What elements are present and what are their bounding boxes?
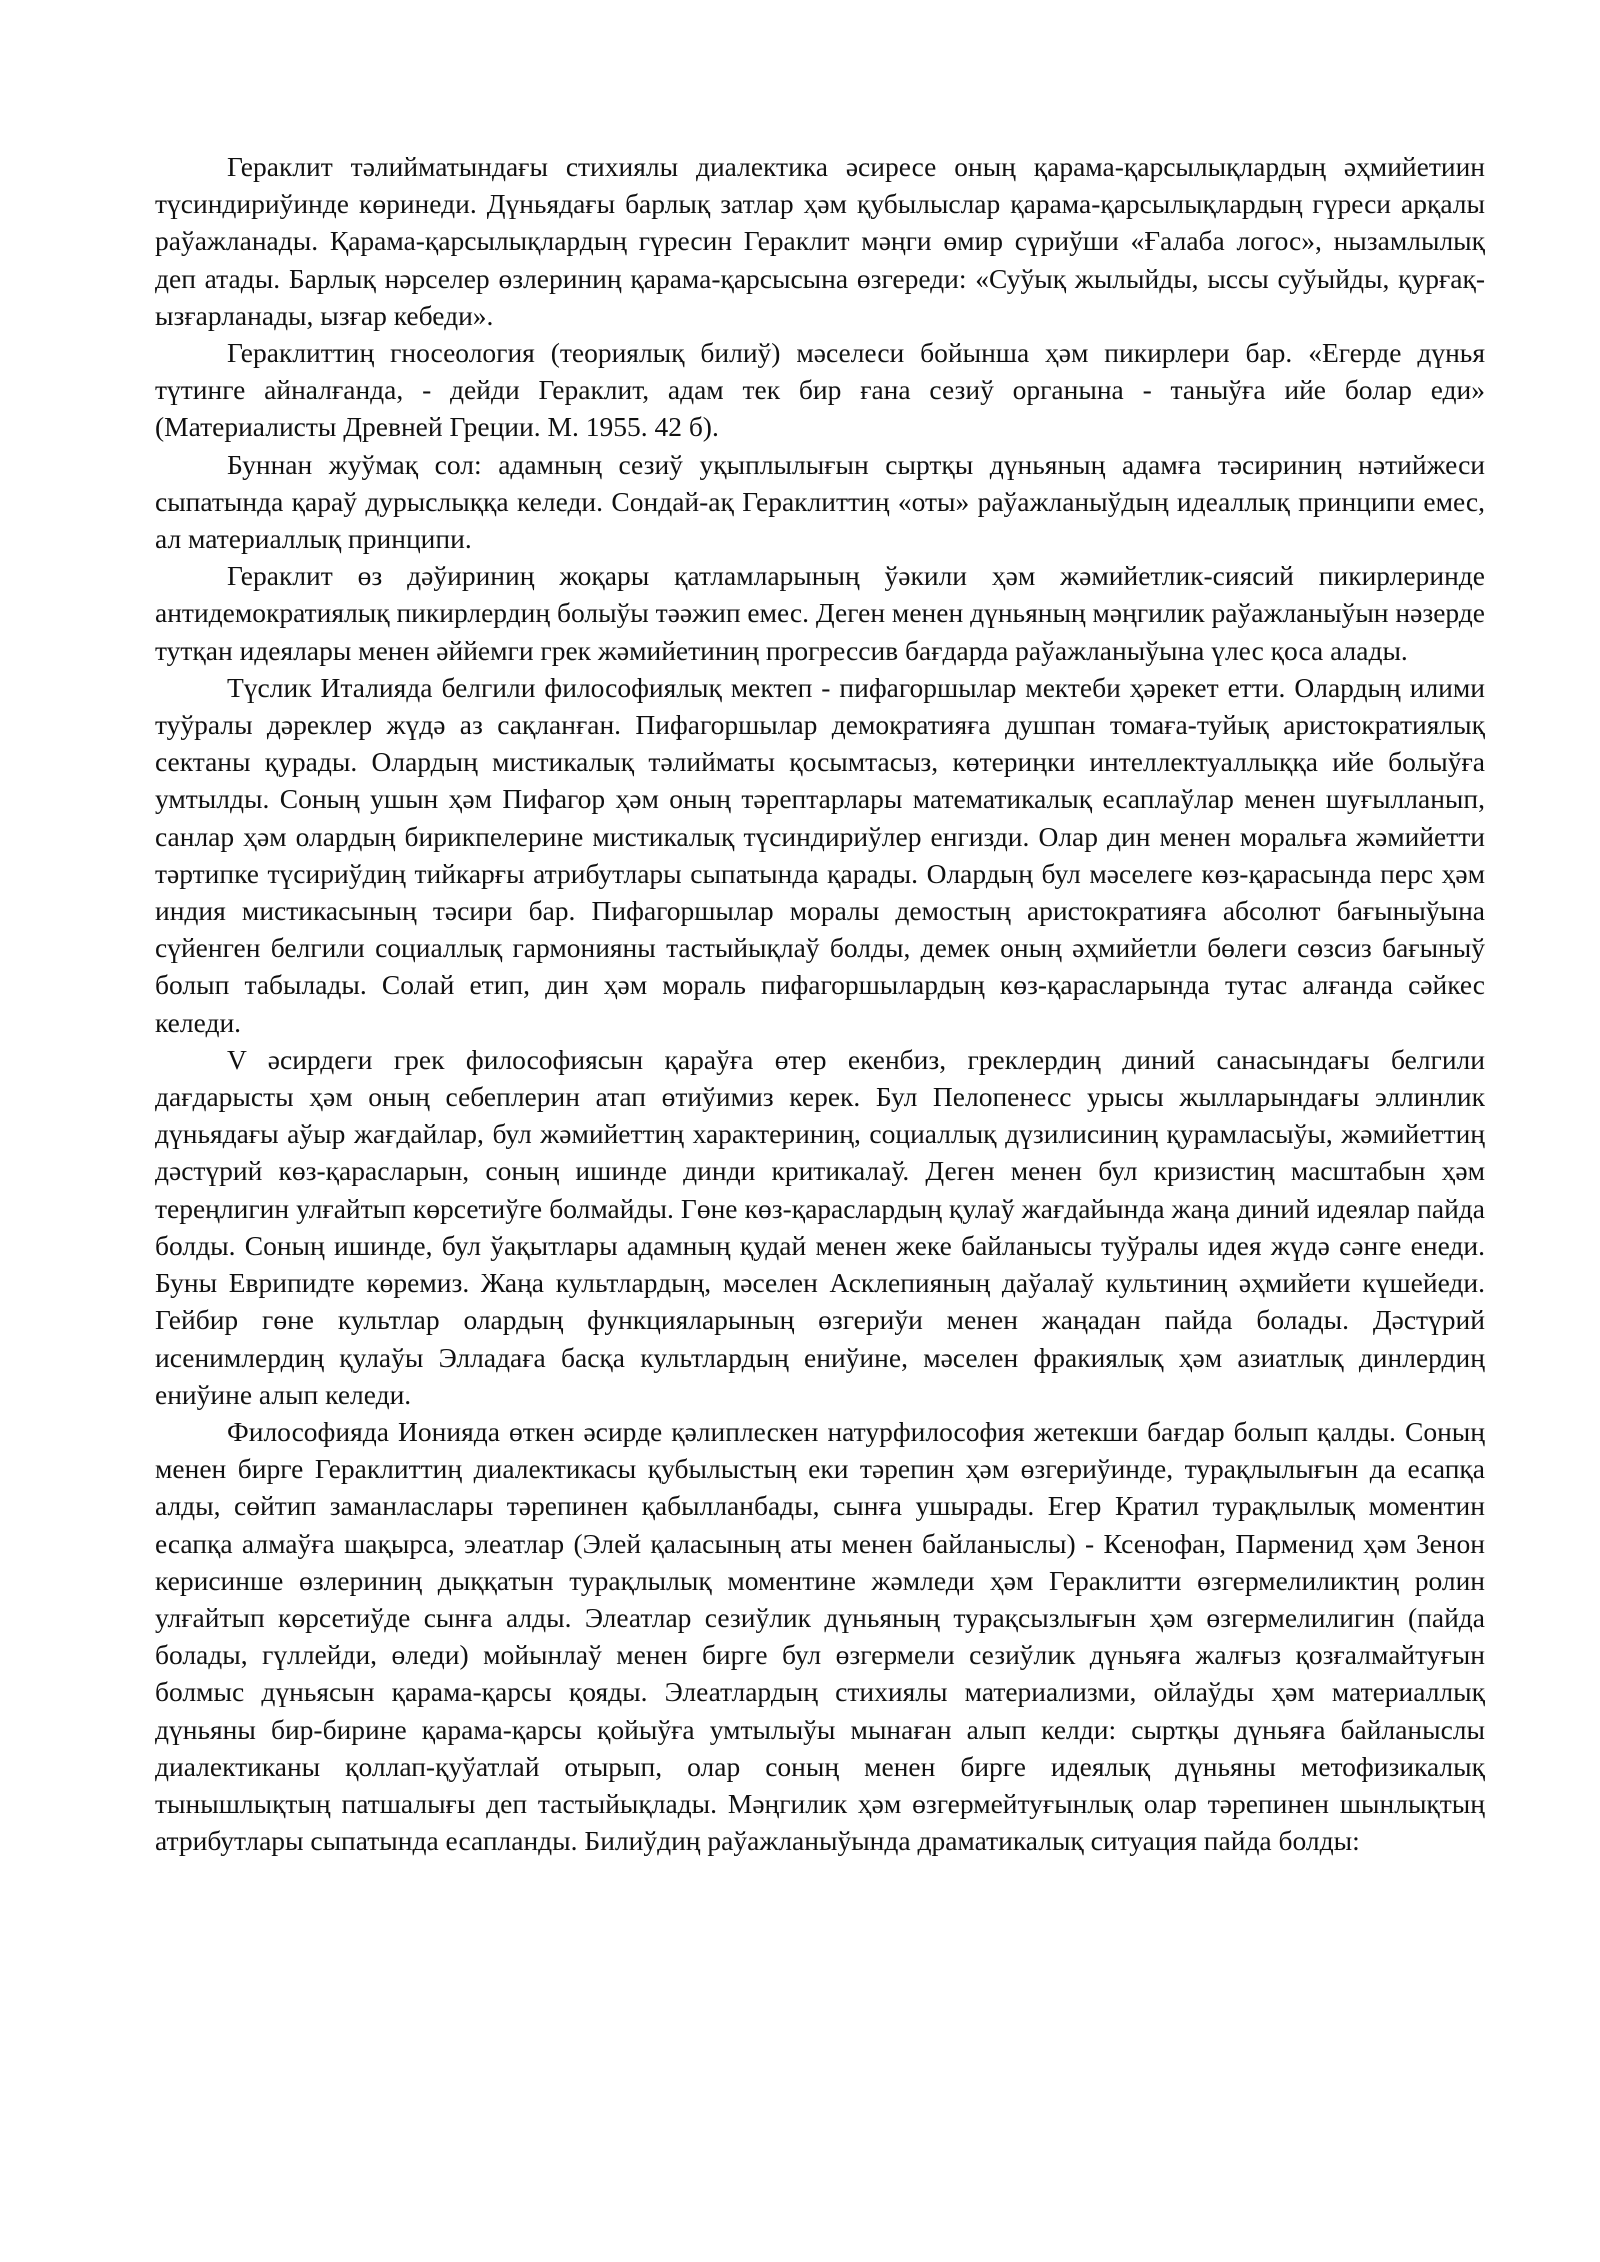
document-page (155, 148, 1485, 1859)
paragraph-heraclitus-dialectics: Гераклит тәлийматындағы стихиялы диалектика әсиресе оның қарама-қарсылықлардың әҳмийетиин түсиндириўинде көринеди. Дүньядағы барлық затлар ҳәм қубылыслар қарама-қарсылықлардың гүреси арқалы раўажланады. Қарама-қарсылықлардың гүресин Гераклит мәңги өмир сүриўши «Ғалаба логос», нызамлылық деп атады. Барлық нәрселер өзлериниң қарама-қарсысына өзгереди: «Суўық жылыйды, ыссы суўыйды, қурғақ-ызғарланады, ызғар кебеди». (155, 151, 1485, 331)
paragraph-heraclitus-gnoseology: Гераклиттиң гносеология (теориялық билиў) мәселеси бойынша ҳәм пикирлери бар. «Егерде дүнья түтинге айналғанда, - дейди Гераклит, адам тек бир ғана сезиў органына - таныўға ийе болар еди» (Материалисты Древней Греции. М. 1955. 42 б). (155, 337, 1485, 443)
paragraph-pythagoreans: Түслик Италияда белгили философиялық мектеп - пифагоршылар мектеби ҳәрекет етти. Олардың илими туўралы дәреклер жүдә аз сақланған. Пифагоршылар демократияға душпан томаға-туйық аристократиялық сектаны қурады. Олардың мистикалық тәлийматы қосымтасыз, көтериңки интеллектуаллыққа ийе болыўға умтылды. Соның ушын ҳәм Пифагор ҳәм оның тәрептарлары математикалық есаплаўлар менен шуғылланып, санлар ҳәм олардың бирикпелерине мистикалық түсиндириўлер енгизди. Олар дин менен моральға жәмийетти тәртипке түсириўдиң тийкарғы атрибутлары сыпатында қарады. Олардың бул мәселеге көз-қарасында перс ҳәм индия мистикасының тәсири бар. Пифагоршылар моралы демостың аристократияға абсолют бағыныўына сүйенген белгили социаллық гармонияны тастыйықлаў болды, демек оның әҳмийетли бөлеги сөзсиз бағыныў болып табылады. Солай етип, дин ҳәм мораль пифагоршылардың көз-қарасларында тутас алғанда сәйкес келеди. (155, 671, 1485, 1038)
paragraph-fifth-century-religion: V әсирдеги грек философиясын қараўға өтер екенбиз, греклердиң диний санасындағы белгили дағдарысты ҳәм оның себеплерин атап өтиўимиз керек. Бул Пелопенесс урысы жылларындағы эллинлик дүньядағы аўыр жағдайлар, бул жәмийеттиң характериниң, социаллық дүзилисиниң қурамласыўы, жәмийеттиң дәстүрий көз-қарасларын, соның ишинде динди критикалаў. Деген менен бул кризистиң масштабын ҳәм тереңлигин улғайтып көрсетиўге болмайды. Гөне көз-қараслардың қулаў жағдайында жаңа диний идеялар пайда болды. Соның ишинде, бул ўақытлары адамның қудай менен жеке байланысы туўралы идея жүдә сәнге енеди. Буны Еврипидте көремиз. Жаңа культлардың, мәселен Асклепияның даўалаў культиниң әҳмийети күшейеди. Гейбир гөне культлар олардың функцияларының өзгериўи менен жаңадан пайда болады. Дәстүрий исенимлердиң қулаўы Элладаға басқа культлардың ениўине, мәселен фракиялық ҳәм азиатлық динлердиң ениўине алып келеди. (155, 1043, 1485, 1410)
paragraph-heraclitus-politics: Гераклит өз дәўириниң жоқары қатламларының ўәкили ҳәм жәмийетлик-сиясий пикирлеринде антидемократиялық пикирлердиң болыўы тәәжип емес. Деген менен дүньяның мәңгилик раўажланыўын нәзерде тутқан идеялары менен әййемги грек жәмийетиниң прогрессив бағдарда раўажланыўына үлес қоса алады. (155, 560, 1485, 666)
paragraph-conclusion: Буннан жуўмақ сол: адамның сезиў уқыплылығын сыртқы дүньяның адамға тәсириниң нәтийжеси сыпатында қараў дурыслыққа келеди. Сондай-ақ Гераклиттиң «оты» раўажланыўдың идеаллық принципи емес, ал материаллық принципи. (155, 448, 1485, 555)
paragraph-eleatics: Философияда Ионияда өткен әсирде қәлиплескен натурфилософия жетекши бағдар болып қалды. Соның менен бирге Гераклиттиң диалектикасы қубылыстың еки тәрепин ҳәм өзгериўинде, турақлылығын да есапқа алды, сөйтип заманласлары тәрепинен қабылланбады, сынға ушырады. Егер Кратил турақлылық моментин есапқа алмаўға шақырса, элеатлар (Элей қаласының аты менен байланыслы) - Ксенофан, Парменид ҳәм Зенон керисинше өзлериниң дыққатын турақлылық моментине жәмледи ҳәм Гераклитти өзгермелиликтиң ролин улғайтып көрсетиўде сынға алды. Элеатлар сезиўлик дүньяның турақсызлығын ҳәм өзгермелилигин (пайда болады, гүллейди, өледи) мойынлаў менен бирге бул өзгермели сезиўлик дүньяға жалғыз қозғалмайтуғын болмыс дүньясын қарама-қарсы қояды. Элеатлардың стихиялы материализми, ойлаўды ҳәм материаллық дүньяны бир-бирине қарама-қарсы қойыўға умтылыўы мынаған алып келди: сыртқы дүньяға байланыслы диалектиканы қоллап-қуўатлай отырып, олар соның менен бирге идеялық дүньяны метофизикалық тынышлықтың патшалығы деп тастыйықлады. Мәңгилик ҳәм өзгермейтуғынлық олар тәрепинен шынлықтың атрибутлары сыпатында есапланды. Билиўдиң раўажланыўында драматикалық ситуация пайда болды: (155, 1415, 1485, 1857)
